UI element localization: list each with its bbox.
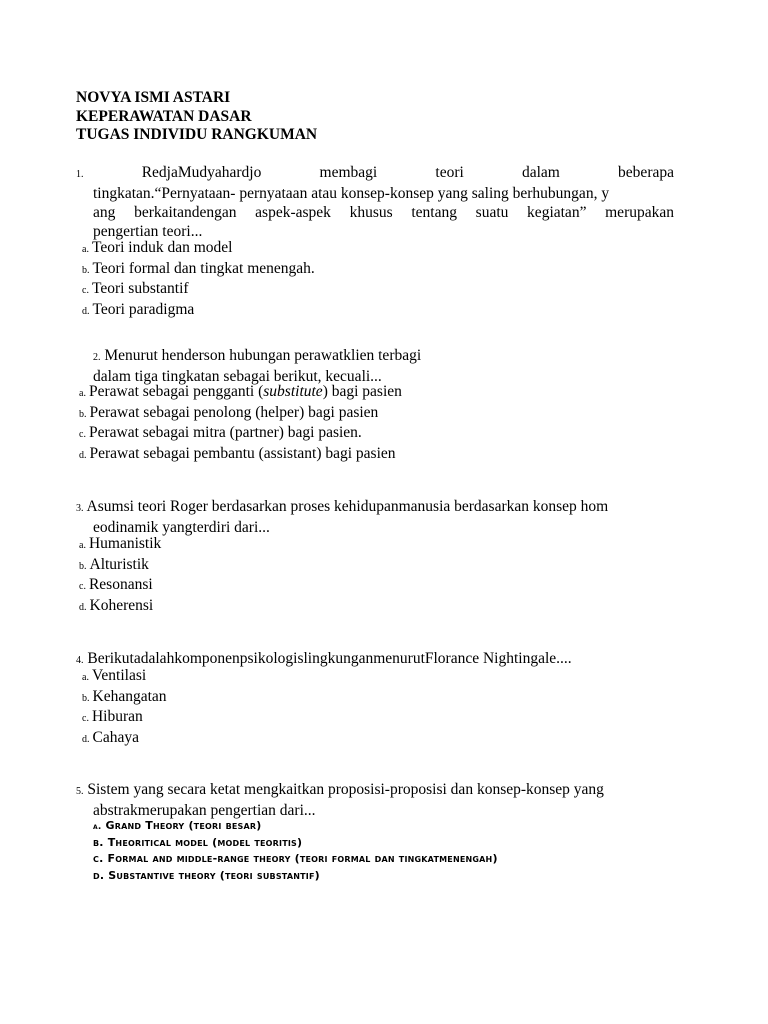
option-letter: b. <box>79 408 87 420</box>
option-text: Perawat sebagai pembantu (assistant) bagi pasien <box>89 445 396 463</box>
option-letter: d. <box>82 734 90 746</box>
question-2-options <box>79 383 402 466</box>
option-text: Theoritical model (model teoritis) <box>107 836 303 850</box>
option-4d <box>82 729 167 750</box>
option-2c <box>79 424 402 445</box>
question-5-options <box>93 818 498 884</box>
question-2-line2: dalam tiga tingkatan sebagai berikut, kecuali... <box>93 368 382 385</box>
option-letter: c. <box>79 581 86 593</box>
option-5d <box>93 868 498 884</box>
question-2-text: Menurut henderson hubungan perawatklien terbagi <box>104 347 422 364</box>
option-text: Substantive theory (teori substantif) <box>108 868 320 882</box>
option-4c <box>82 708 167 729</box>
question-5-text: Sistem yang secara ketat mengkaitkan proposisi-proposisi dan konsep-konsep yang <box>87 781 604 798</box>
option-text: Humanistik <box>88 535 162 552</box>
question-5-line2: abstrakmerupakan pengertian dari... <box>93 802 316 819</box>
question-3-line2: eodinamik yangterdiri dari... <box>93 519 270 536</box>
option-text: Perawat sebagai mitra (partner) bagi pasien. <box>88 424 362 442</box>
option-3a <box>79 535 161 556</box>
assignment-title: TUGAS INDIVIDU RANGKUMAN <box>76 126 318 143</box>
option-text: Cahaya <box>92 729 139 747</box>
option-text: Teori induk dan model <box>91 239 233 256</box>
option-text: Formal and middle-range theory (teori formal dan tingkatmenengah) <box>107 852 498 866</box>
option-text-post: ) bagi pasien <box>322 383 402 400</box>
option-letter: a. <box>82 672 89 683</box>
option-5c <box>93 851 498 867</box>
question-4-text: BerikutadalahkomponenpsikologislingkunganmenurutFlorance Nightingale.... <box>87 650 572 667</box>
option-letter: d. <box>79 450 87 462</box>
question-1-text: RedjaMudyahardjo membagi teori dalam beberapa <box>141 164 674 181</box>
question-1-line4: pengertian teori... <box>93 223 203 240</box>
option-letter: d. <box>82 306 90 318</box>
question-2 <box>93 346 691 386</box>
option-3b <box>79 556 161 577</box>
option-5b <box>93 835 498 851</box>
option-letter: b. <box>82 692 90 704</box>
option-4a <box>82 667 167 688</box>
question-1-options <box>82 239 315 322</box>
option-text: Alturistik <box>89 555 149 573</box>
question-1-line1 <box>76 163 674 184</box>
option-text: Perawat sebagai penolong (helper) bagi pasien <box>89 403 379 421</box>
question-3-options <box>79 535 161 618</box>
option-letter: a. <box>79 540 86 551</box>
question-1-line3: ang berkaitandengan aspek-aspek khusus tentang suatu kegiatan” merupakan <box>93 204 674 221</box>
question-5 <box>76 780 674 820</box>
option-text: Teori paradigma <box>92 301 195 319</box>
question-3-text: Asumsi teori Roger berdasarkan proses kehidupanmanusia berdasarkan konsep hom <box>86 498 609 515</box>
option-letter: c. <box>82 285 89 297</box>
option-2a <box>79 383 402 404</box>
option-1a <box>82 239 315 260</box>
question-3-line1 <box>76 497 674 518</box>
option-4b <box>82 688 167 709</box>
question-3 <box>76 497 674 537</box>
option-text-italic: substitute <box>263 383 323 400</box>
option-letter: c. <box>79 429 86 441</box>
option-letter: b. <box>79 560 87 572</box>
question-1 <box>76 163 674 241</box>
option-letter: d. <box>79 602 87 614</box>
option-1b <box>82 260 315 281</box>
option-text: Grand Theory (teori besar) <box>105 819 262 832</box>
question-4-number: 4. <box>76 655 84 666</box>
course-name: KEPERAWATAN DASAR <box>76 107 252 125</box>
question-4-options <box>82 667 167 750</box>
question-2-line1 <box>93 346 691 367</box>
student-name: NOVYA ISMI ASTARI <box>76 89 231 106</box>
option-text: Kehangatan <box>92 687 167 705</box>
option-1d <box>82 301 315 322</box>
question-1-number: 1. <box>76 169 84 180</box>
option-text: Resonansi <box>88 576 153 594</box>
option-2d <box>79 445 402 466</box>
option-letter: d. <box>93 868 105 882</box>
option-text: Teori substantif <box>91 280 189 298</box>
option-text: Koherensi <box>89 597 154 615</box>
option-text-pre: Perawat sebagai pengganti ( <box>88 383 264 400</box>
option-letter: c. <box>93 852 104 866</box>
option-letter: c. <box>82 713 89 725</box>
question-3-number: 3. <box>76 503 84 514</box>
option-letter: a. <box>79 388 86 399</box>
option-text: Hiburan <box>91 708 143 726</box>
option-2b <box>79 404 402 425</box>
option-3d <box>79 597 161 618</box>
option-letter: a. <box>93 822 102 832</box>
option-3c <box>79 576 161 597</box>
document-header <box>76 89 317 145</box>
question-1-line2: tingkatan.“Pernyataan- pernyataan atau konsep-konsep yang saling berhubungan, y <box>93 185 610 202</box>
question-5-number: 5. <box>76 786 84 797</box>
option-letter: a. <box>82 244 89 255</box>
option-text: Teori formal dan tingkat menengah. <box>92 259 315 277</box>
option-letter: b. <box>82 264 90 276</box>
option-5a <box>93 818 498 835</box>
option-text: Ventilasi <box>91 667 147 684</box>
question-5-line1 <box>76 780 674 801</box>
question-2-number: 2. <box>93 352 101 363</box>
option-1c <box>82 280 315 301</box>
option-letter: b. <box>93 836 104 850</box>
